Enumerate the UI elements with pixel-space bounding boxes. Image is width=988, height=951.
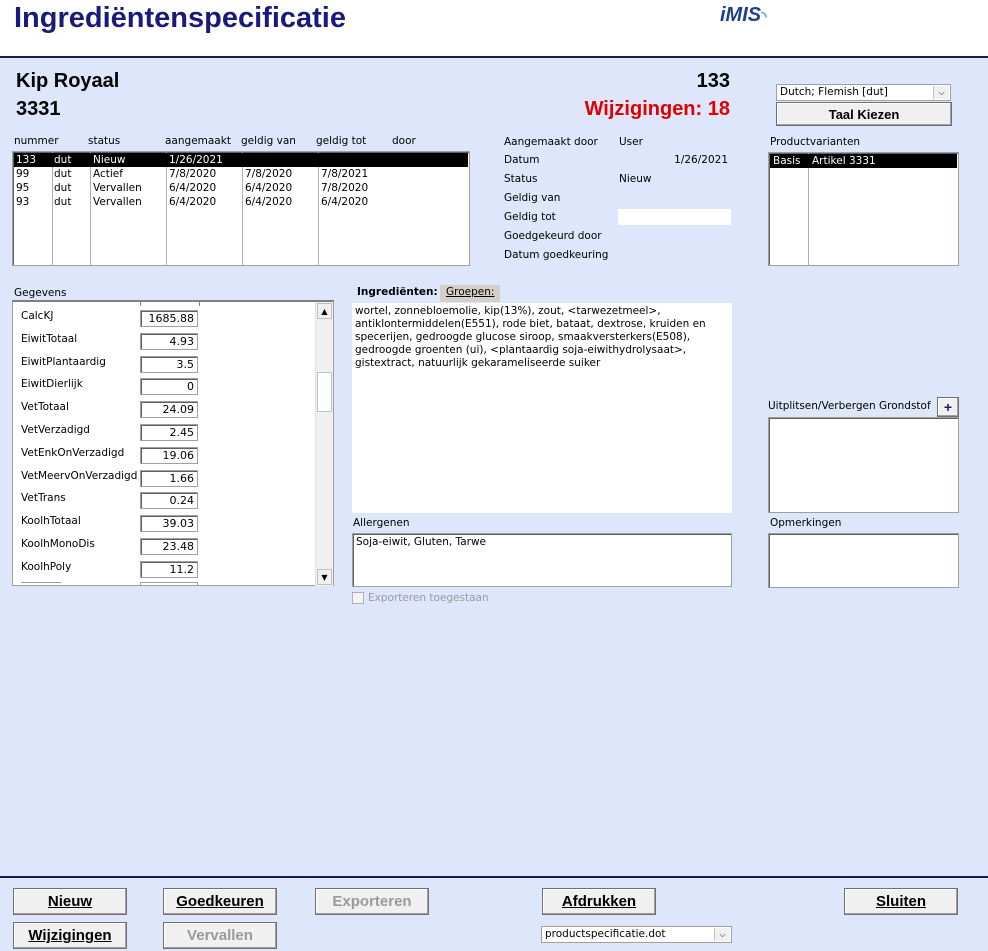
valid-to-field[interactable] <box>618 209 731 225</box>
remarks-field[interactable] <box>768 533 959 588</box>
date-label: Datum <box>504 154 540 166</box>
product-name: Kip Royaal <box>16 70 120 92</box>
col-header-status: status <box>88 135 121 147</box>
ingredients-text[interactable]: wortel, zonnebloemolie, kip(13%), zout, <tarwezetmeel>, antiklontermiddelen(E551), rode biet, bataat, dextrose, kruiden en specerijen, gedroogde glucose siroop, smaakversterkers(E508), gedroogde groenten (ui), <plantaardig soja-eiwithydrolysaat>, gistextract, natuurlijk gekarameliseerde suiker <box>352 303 732 513</box>
value-field[interactable]: 4.93 <box>140 333 198 350</box>
plus-icon: + <box>943 399 953 415</box>
value-field[interactable]: 0.24 <box>140 492 198 509</box>
print-button[interactable]: Afdrukken <box>542 888 656 915</box>
status-value: Nieuw <box>619 173 652 185</box>
col-header-aangemaakt: aangemaakt <box>165 135 231 147</box>
scroll-down-arrow-icon[interactable]: ▼ <box>317 569 332 585</box>
created-by-value: User <box>619 136 643 148</box>
data-panel[interactable] <box>12 300 334 586</box>
date-value: 1/26/2021 <box>674 154 728 166</box>
value-field[interactable]: 3.5 <box>140 356 198 373</box>
imis-logo: iMIS◝ <box>720 4 767 26</box>
scroll-up-arrow-icon[interactable]: ▲ <box>317 303 332 319</box>
tab-ingredients[interactable]: Ingrediënten: <box>353 285 442 302</box>
data-panel-label: Gegevens <box>14 287 67 299</box>
data-row: VetTotaal 24.09 <box>13 401 315 419</box>
vertical-scrollbar[interactable] <box>315 302 333 586</box>
value-field[interactable]: 24.09 <box>140 401 198 418</box>
col-header-nummer: nummer <box>14 135 59 147</box>
language-select[interactable]: Dutch; Flemish [dut] ⌵ <box>776 84 951 101</box>
scrollbar-thumb[interactable] <box>317 372 332 412</box>
status-label: Status <box>504 173 538 185</box>
col-header-geldig-van: geldig van <box>241 135 296 147</box>
data-row: EiwitDierlijk 0 <box>13 378 315 396</box>
data-row: CalcKJ 1685.88 <box>13 310 315 328</box>
approval-date-label: Datum goedkeuring <box>504 249 609 261</box>
raw-material-label: Uitplitsen/Verbergen Grondstof <box>768 400 931 412</box>
spec-number: 133 <box>696 70 730 92</box>
allergens-label: Allergenen <box>353 517 410 529</box>
product-code: 3331 <box>16 98 61 120</box>
table-row[interactable]: 93 dut Vervallen 6/4/2020 6/4/2020 6/4/2020 <box>16 196 369 208</box>
new-button[interactable]: Nieuw <box>13 888 127 915</box>
template-select[interactable]: productspecificatie.dot ⌵ <box>541 926 732 943</box>
changes-count: Wijzigingen: 18 <box>584 98 730 120</box>
data-row: VetVerzadigd 2.45 <box>13 424 315 442</box>
chevron-down-icon[interactable]: ⌵ <box>714 928 730 941</box>
data-row: EiwitTotaal 4.93 <box>13 333 315 351</box>
allergens-field[interactable]: Soja-eiwit, Gluten, Tarwe <box>352 533 732 587</box>
data-row: KoolhTotaal 39.03 <box>13 515 315 533</box>
export-allowed-label: Exporteren toegestaan <box>368 592 489 604</box>
data-row: VetTrans 0.24 <box>13 492 315 510</box>
export-allowed-checkbox[interactable] <box>352 592 364 604</box>
table-row[interactable]: 133 dut Nieuw 1/26/2021 <box>16 154 223 166</box>
approve-button[interactable]: Goedkeuren <box>163 888 277 915</box>
raw-material-list[interactable] <box>768 417 959 513</box>
value-field[interactable]: 1.66 <box>140 470 198 487</box>
col-header-geldig-tot: geldig tot <box>316 135 367 147</box>
value-field[interactable]: 0 <box>140 378 198 395</box>
chevron-down-icon[interactable]: ⌵ <box>933 86 949 99</box>
export-button[interactable]: Exporteren <box>315 888 429 915</box>
value-field[interactable]: 1685.88 <box>140 310 198 327</box>
data-row: EiwitPlantaardig 3.5 <box>13 356 315 374</box>
data-grid <box>13 302 315 586</box>
created-by-label: Aangemaakt door <box>504 136 598 148</box>
value-field[interactable]: 11.2 <box>140 561 198 578</box>
versions-list[interactable] <box>12 151 470 266</box>
changes-button[interactable]: Wijzigingen <box>13 922 127 949</box>
variant-row[interactable]: Basis Artikel 3331 <box>770 154 957 168</box>
add-raw-material-button[interactable] <box>937 397 959 417</box>
col-header-door: door <box>392 135 416 147</box>
remarks-label: Opmerkingen <box>770 517 842 529</box>
value-field[interactable]: 23.48 <box>140 538 198 555</box>
variants-list[interactable] <box>768 152 959 266</box>
value-field[interactable]: 19.06 <box>140 447 198 464</box>
footer <box>0 876 988 951</box>
approved-by-label: Goedgekeurd door <box>504 230 602 242</box>
value-field[interactable]: 2.45 <box>140 424 198 441</box>
close-button[interactable]: Sluiten <box>844 888 958 915</box>
value-field[interactable]: 39.03 <box>140 515 198 532</box>
data-row: VetEnkOnVerzadigd 19.06 <box>13 447 315 465</box>
choose-language-button[interactable]: Taal Kiezen <box>776 102 952 126</box>
valid-from-label: Geldig van <box>504 192 561 204</box>
data-row: KoolhPoly 11.2 <box>13 561 315 579</box>
valid-to-label: Geldig tot <box>504 211 556 223</box>
table-row[interactable]: 95 dut Vervallen 6/4/2020 6/4/2020 7/8/2020 <box>16 182 369 194</box>
tab-groups[interactable]: Groepen: <box>440 285 500 302</box>
data-row: VetMeervOnVerzadigd 1.66 <box>13 470 315 488</box>
variants-label: Productvarianten <box>770 136 861 148</box>
expire-button[interactable]: Vervallen <box>163 922 277 949</box>
table-row[interactable]: 99 dut Actief 7/8/2020 7/8/2020 7/8/2021 <box>16 168 369 180</box>
data-row: KoolhMonoDis 23.48 <box>13 538 315 556</box>
page-title: Ingrediëntenspecificatie <box>14 2 346 34</box>
